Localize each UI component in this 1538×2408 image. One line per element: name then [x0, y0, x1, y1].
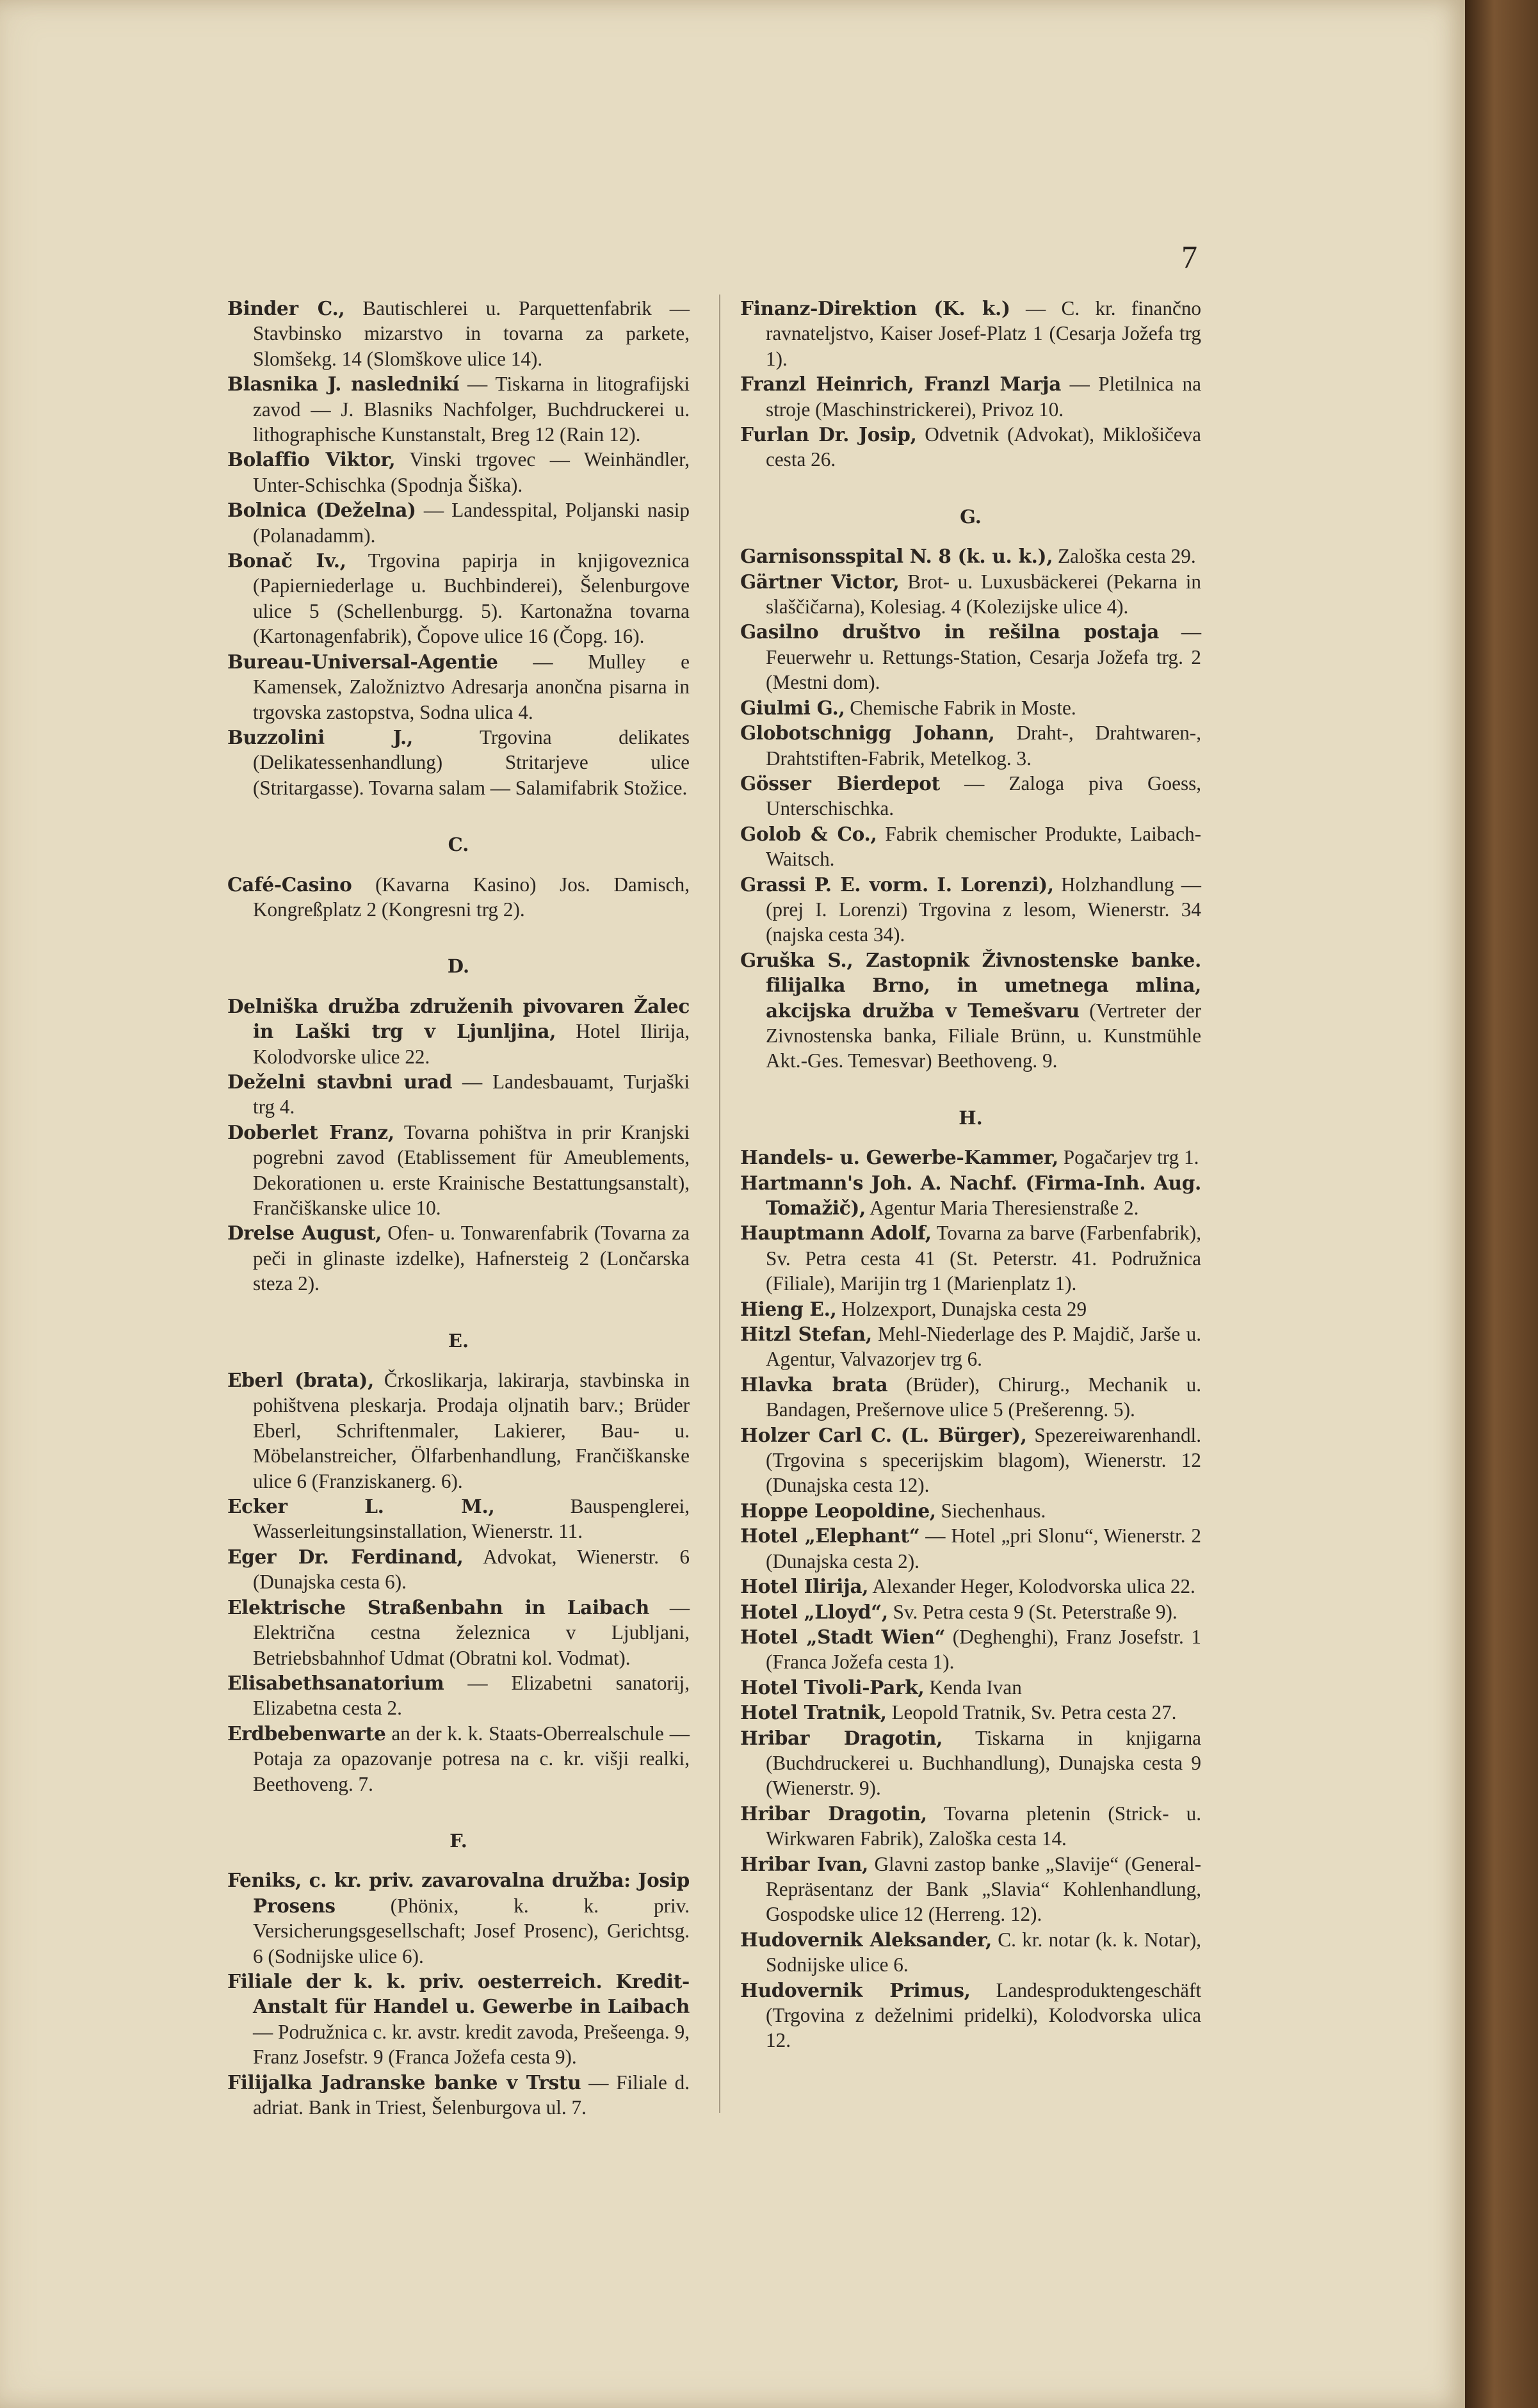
directory-entry	[740, 1978, 1201, 2053]
entry-name: Hotel Ilirija,	[740, 1575, 869, 1598]
entry-text: Brot- u. Luxusbäckerei (Pekarna in slaščičarna), Kolesiag. 4 (Kolezijske ulice 4).	[766, 570, 1202, 618]
entry-text: Holzexport, Dunajska cesta 29	[841, 1297, 1087, 1320]
directory-entry	[227, 1120, 690, 1221]
entry-name: Feniks, c. kr. priv. zavarovalna družba: Josip Prosens	[227, 1869, 690, 1917]
section-letter: E.	[448, 1329, 469, 1352]
entry-text: Siechenhaus.	[941, 1499, 1046, 1522]
directory-entry	[227, 1868, 690, 1969]
entry-name: Filiale der k. k. priv. oesterreich. Kredit-Anstalt für Handel u. Gewerbe in Laibach	[227, 1969, 690, 2018]
entry-text: Advokat, Wienerstr. 6 (Dunajska cesta 6).	[253, 1545, 690, 1594]
entry-text: — Električna cestna železnica v Ljubljani, Betriebsbahnhof Udmat (Obratni kol. Vodmat).	[253, 1596, 690, 1669]
directory-entry	[740, 771, 1201, 821]
directory-entry	[227, 1969, 690, 2070]
entry-name: Drelse August,	[227, 1222, 382, 1245]
entry-name: Hudovernik Primus,	[740, 1978, 971, 2001]
directory-entry	[227, 497, 690, 548]
entry-text: Spezereiwarenhandl. (Trgovina s specerijskim blagom), Wienerstr. 12 (Dunajska cesta 12).	[766, 1423, 1202, 1497]
entry-text: Tovarna pohištva in prir Kranjski pogrebni zavod (Etablissement für Ameublements, Dekorationen u. erste Krainische Bestattungsanstalt), Frančiškanske ulice 10.	[253, 1120, 690, 1219]
directory-entry	[740, 1700, 1201, 1725]
entry-name: Furlan Dr. Josip,	[740, 423, 917, 446]
directory-entry	[227, 649, 690, 725]
entry-text: — Mulley e Kamensek, Založniztvo Adresarja anončna pisarna in trgovska zastopstva, Sodna ulica 4.	[253, 650, 690, 723]
entry-text: — Pletilnica na stroje (Maschinstrickerei), Privoz 10.	[766, 373, 1201, 421]
entry-text: Landesproduktengeschäft (Trgovina z deželnimi pridelki), Kolodvorska ulica 12.	[766, 1978, 1202, 2052]
entry-text: (Brüder), Chirurg., Mechanik u. Bandagen, Prešernove ulice 5 (Prešerenng. 5).	[766, 1373, 1201, 1421]
entry-name: Eberl (brata),	[227, 1369, 374, 1392]
section-letter: D.	[447, 955, 470, 978]
directory-entry	[740, 422, 1201, 473]
directory-entry	[227, 872, 690, 923]
section-letter: G.	[960, 505, 982, 528]
entry-name: Hotel „Elephant“	[740, 1524, 920, 1547]
entry-name: Hotel „Stadt Wien“	[740, 1625, 946, 1648]
entry-name: Erdbebenwarte	[227, 1722, 386, 1745]
entry-text: Fabrik chemischer Produkte, Laibach-Waitsch.	[766, 822, 1202, 871]
entry-text: (Deghenghi), Franz Josefstr. 1 (Franca Jožefa cesta 1).	[766, 1625, 1201, 1674]
entry-name: Elektrische Straßenbahn in Laibach	[227, 1596, 649, 1619]
directory-entry	[740, 1170, 1201, 1221]
entry-text: — Filiale d. adriat. Bank in Triest, Šelenburgova ul. 7.	[253, 2071, 690, 2119]
directory-entry	[740, 1725, 1201, 1801]
directory-entry	[740, 1523, 1201, 1574]
entry-text: Agentur Maria Theresienstraße 2.	[870, 1197, 1139, 1219]
directory-entry	[740, 569, 1201, 620]
directory-entry	[227, 371, 690, 447]
entry-text: — Feuerwehr u. Rettungs-Station, Cesarja Jožefa trg. 2 (Mestni dom).	[766, 620, 1202, 694]
entry-name: Delniška družba združenih pivovaren Žalec in Laški trg v Ljunljina,	[227, 994, 690, 1043]
directory-entry	[740, 1220, 1201, 1296]
entry-name: Holzer Carl C. (L. Bürger),	[740, 1423, 1027, 1446]
directory-entry	[740, 1321, 1201, 1372]
entry-name: Bolnica (Deželna)	[227, 499, 416, 522]
directory-entry	[227, 1494, 690, 1544]
entry-text: Bautischlerei u. Parquettenfabrik — Stavbinsko mizarstvo in tovarna za parkete, Slomšekg. 14 (Slomškove ulice 14).	[253, 297, 690, 370]
entry-name: Filijalka Jadranske banke v Trstu	[227, 2071, 581, 2094]
entry-name: Gösser Bierdepot	[740, 772, 940, 795]
entry-text: Tiskarna in knjigarna (Buchdruckerei u. Buchhandlung), Dunajska cesta 9 (Wienerstr. 9).	[766, 1726, 1202, 1800]
entry-text: Ofen- u. Tonwarenfabrik (Tovarna za peči in glinaste izdelke), Hafnersteig 2 (Lončarska steza 2).	[253, 1222, 690, 1295]
directory-entry	[227, 1721, 690, 1797]
entry-name: Hartmann's Joh. A. Nachf. (Firma-Inh. Aug. Tomažič),	[740, 1171, 1201, 1219]
entry-text: (Vertreter der Zivnostenska banka, Filiale Brünn, u. Kunstmühle Akt.-Ges. Temesvar) Beethoveng. 9.	[766, 999, 1201, 1072]
section-letter: H.	[959, 1106, 983, 1129]
entry-text: — Hotel „pri Slonu“, Wienerstr. 2 (Dunajska cesta 2).	[766, 1524, 1201, 1572]
entry-text: Trgovina papirja in knjigoveznica (Papierniederlage u. Buchbinderei), Šelenburgove ulice 5 (Schellenburgg. 5). Kartonažna tovarna (Kartonagenfabrik), Čopove ulice 16 (Čopg. 16).	[253, 549, 690, 648]
entry-name: Gasilno društvo in rešilna postaja	[740, 620, 1160, 643]
entry-name: Hudovernik Aleksander,	[740, 1928, 992, 1951]
entry-name: Buzzolini J.,	[227, 725, 413, 748]
entry-name: Hribar Ivan,	[740, 1852, 868, 1875]
entry-name: Gruška S., Zastopnik Živnostenske banke. filijalka Brno, in umetnega mlina, akcijska družba v Temešvaru	[740, 948, 1201, 1022]
entry-name: Garnisonsspital N. 8 (k. u. k.),	[740, 545, 1053, 568]
page-number: 7	[1181, 239, 1197, 275]
entry-name: Eger Dr. Ferdinand,	[227, 1545, 464, 1568]
entry-text: Tovarna pletenin (Strick- u. Wirkwaren Fabrik), Zaloška cesta 14.	[766, 1802, 1202, 1850]
entry-text: (Phönix, k. k. priv. Versicherungsgesellschaft; Josef Prosenc), Gerichtsg. 6 (Sodnijske ulice 6).	[253, 1894, 690, 1968]
entry-name: Hoppe Leopoldine,	[740, 1499, 936, 1522]
directory-entry	[740, 619, 1201, 695]
entry-text: — Zaloga piva Goess, Unterschischka.	[766, 772, 1202, 820]
entry-text: — Tiskarna in litografijski zavod — J. Blasniks Nachfolger, Buchdruckerei u. lithographische Kunstanstalt, Breg 12 (Rain 12).	[253, 373, 690, 446]
entry-text: Odvetnik (Advokat), Miklošičeva cesta 26.	[766, 423, 1201, 471]
entry-text: Tovarna za barve (Farbenfabrik), Sv. Petra cesta 41 (St. Peterstr. 41. Podružnica (Filiale), Marijin trg 1 (Marienplatz 1).	[766, 1222, 1201, 1295]
section-letter: F.	[449, 1829, 467, 1852]
entry-name: Doberlet Franz,	[227, 1120, 394, 1143]
entry-name: Hribar Dragotin,	[740, 1726, 943, 1749]
entry-name: Franzl Heinrich, Franzl Marja	[740, 373, 1062, 396]
directory-entry	[740, 948, 1201, 1074]
directory-entry	[227, 1544, 690, 1595]
directory-entry	[740, 371, 1201, 422]
entry-name: Deželni stavbni urad	[227, 1070, 453, 1093]
entry-name: Elisabethsanatorium	[227, 1671, 444, 1694]
entry-name: Finanz-Direktion (K. k.)	[740, 297, 1010, 319]
entry-text: C. kr. notar (k. k. Notar), Sodnijske ulice 6.	[766, 1928, 1202, 1976]
entry-name: Hlavka brata	[740, 1373, 888, 1396]
directory-entry	[740, 296, 1201, 371]
entry-name: Hotel „Lloyd“,	[740, 1600, 888, 1623]
directory-entry	[740, 1599, 1201, 1624]
directory-entry	[227, 1368, 690, 1494]
entry-name: Ecker L. M.,	[227, 1495, 495, 1518]
directory-entry	[740, 1927, 1201, 1978]
entry-text: Vinski trgovec — Weinhändler, Unter-Schischka (Spodnja Šiška).	[253, 448, 690, 496]
directory-entry	[740, 821, 1201, 872]
entry-text: Pogačarjev trg 1.	[1063, 1146, 1199, 1169]
column-divider	[719, 295, 720, 2113]
entry-name: Café-Casino	[227, 873, 352, 896]
entry-name: Hauptmann Adolf,	[740, 1222, 932, 1245]
entry-name: Bureau-Universal-Agentie	[227, 650, 498, 673]
entry-text: — Landesbauamt, Turjaški trg 4.	[253, 1070, 690, 1119]
entry-name: Gärtner Victor,	[740, 570, 900, 593]
directory-entry	[740, 1852, 1201, 1927]
entry-name: Hitzl Stefan,	[740, 1323, 872, 1346]
entry-text: (Kavarna Kasino) Jos. Damisch, Kongreßplatz 2 (Kongresni trg 2).	[253, 873, 690, 921]
entry-name: Bonač Iv.,	[227, 549, 346, 572]
directory-entry	[227, 548, 690, 649]
entry-text: an der k. k. Staats-Oberrealschule — Potaja za opazovanje potresa na c. kr. višji realki, Beethoveng. 7.	[253, 1722, 690, 1795]
directory-entry	[740, 1297, 1201, 1321]
entry-text: Sv. Petra cesta 9 (St. Peterstraße 9).	[893, 1600, 1178, 1623]
entry-name: Bolaffio Viktor,	[227, 448, 396, 471]
entry-name: Golob & Co.,	[740, 822, 877, 845]
directory-entry	[740, 1624, 1201, 1675]
entry-name: Giulmi G.,	[740, 696, 845, 719]
entry-text: Hotel Ilirija, Kolodvorske ulice 22.	[253, 1020, 690, 1068]
entry-name: Hieng E.,	[740, 1297, 837, 1320]
entry-text: Kenda Ivan	[929, 1676, 1022, 1699]
left-column	[227, 296, 690, 2120]
directory-entry	[740, 695, 1201, 720]
entry-text: Leopold Tratnik, Sv. Petra cesta 27.	[891, 1701, 1177, 1724]
right-column	[740, 296, 1201, 2053]
entry-text: — Podružnica c. kr. avstr. kredit zavoda, Prešeenga. 9, Franz Josefstr. 9 (Franca Jožefa cesta 9).	[253, 2020, 690, 2069]
directory-entry	[227, 725, 690, 800]
directory-entry	[740, 1145, 1201, 1170]
entry-name: Grassi P. E. vorm. I. Lorenzi),	[740, 873, 1054, 896]
directory-entry	[740, 544, 1201, 569]
entry-name: Hribar Dragotin,	[740, 1802, 927, 1825]
entry-text: Chemische Fabrik in Moste.	[850, 696, 1076, 719]
directory-entry	[227, 447, 690, 497]
entry-text: Bauspenglerei, Wasserleitungsinstallation, Wienerstr. 11.	[253, 1495, 690, 1543]
entry-name: Handels- u. Gewerbe-Kammer,	[740, 1146, 1058, 1169]
directory-entry	[227, 2070, 690, 2121]
entry-name: Hotel Tratnik,	[740, 1701, 887, 1724]
directory-entry	[227, 1220, 690, 1296]
directory-entry	[740, 1423, 1201, 1498]
entry-name: Hotel Tivoli-Park,	[740, 1676, 925, 1699]
entry-text: Draht-, Drahtwaren-, Drahtstiften-Fabrik, Metelkog. 3.	[766, 722, 1201, 770]
entry-text: Zaloška cesta 29.	[1057, 545, 1196, 568]
entry-name: Globotschnigg Johann,	[740, 722, 995, 745]
entry-text: — Elizabetni sanatorij, Elizabetna cesta 2.	[253, 1671, 690, 1720]
entry-text: Alexander Heger, Kolodvorska ulica 22.	[872, 1575, 1195, 1598]
directory-entry	[227, 1670, 690, 1721]
directory-entry	[227, 296, 690, 371]
directory-entry	[740, 1372, 1201, 1423]
directory-entry	[740, 1675, 1201, 1700]
entry-text: Mehl-Niederlage des P. Majdič, Jarše u. Agentur, Valvazorjev trg 6.	[766, 1323, 1201, 1371]
entry-text: Holzhandlung — (prej I. Lorenzi) Trgovina z lesom, Wienerstr. 34 (najska cesta 34).	[766, 873, 1201, 946]
directory-entry	[740, 1498, 1201, 1523]
entry-text: — C. kr. finančno ravnateljstvo, Kaiser Josef-Platz 1 (Cesarja Jožefa trg 1).	[766, 297, 1202, 370]
entry-text: Trgovina delikates (Delikatessenhandlung) Stritarjeve ulice (Stritargasse). Tovarna salam — Salamifabrik Stožice.	[253, 725, 690, 799]
directory-entry	[740, 872, 1201, 948]
directory-entry	[227, 1595, 690, 1670]
directory-entry	[740, 720, 1201, 771]
book-edge	[1465, 0, 1538, 2408]
entry-text: Glavni zastop banke „Slavije“ (General-Repräsentanz der Bank „Slavia“ Kohlenhandlung, Gospodske ulice 12 (Herreng. 12).	[766, 1852, 1202, 1926]
entry-name: Binder C.,	[227, 297, 345, 319]
directory-entry	[227, 994, 690, 1069]
directory-entry	[740, 1801, 1201, 1852]
entry-text: Črkoslikarja, lakirarja, stavbinska in pohištvena pleskarja. Prodaja oljnatih barv.; Brüder Eberl, Schriftenmaler, Lakierer, Bau- u. Möbelanstreicher, Ölfarbenhandlung, Frančiškanske ulice 6 (Franziskanerg. 6).	[253, 1369, 690, 1492]
entry-text: — Landesspital, Poljanski nasip (Polanadamm).	[253, 499, 690, 547]
entry-name: Blasnika J. naslednikí	[227, 373, 460, 396]
directory-entry	[227, 1069, 690, 1120]
directory-entry	[740, 1574, 1201, 1599]
section-letter: C.	[448, 834, 469, 856]
